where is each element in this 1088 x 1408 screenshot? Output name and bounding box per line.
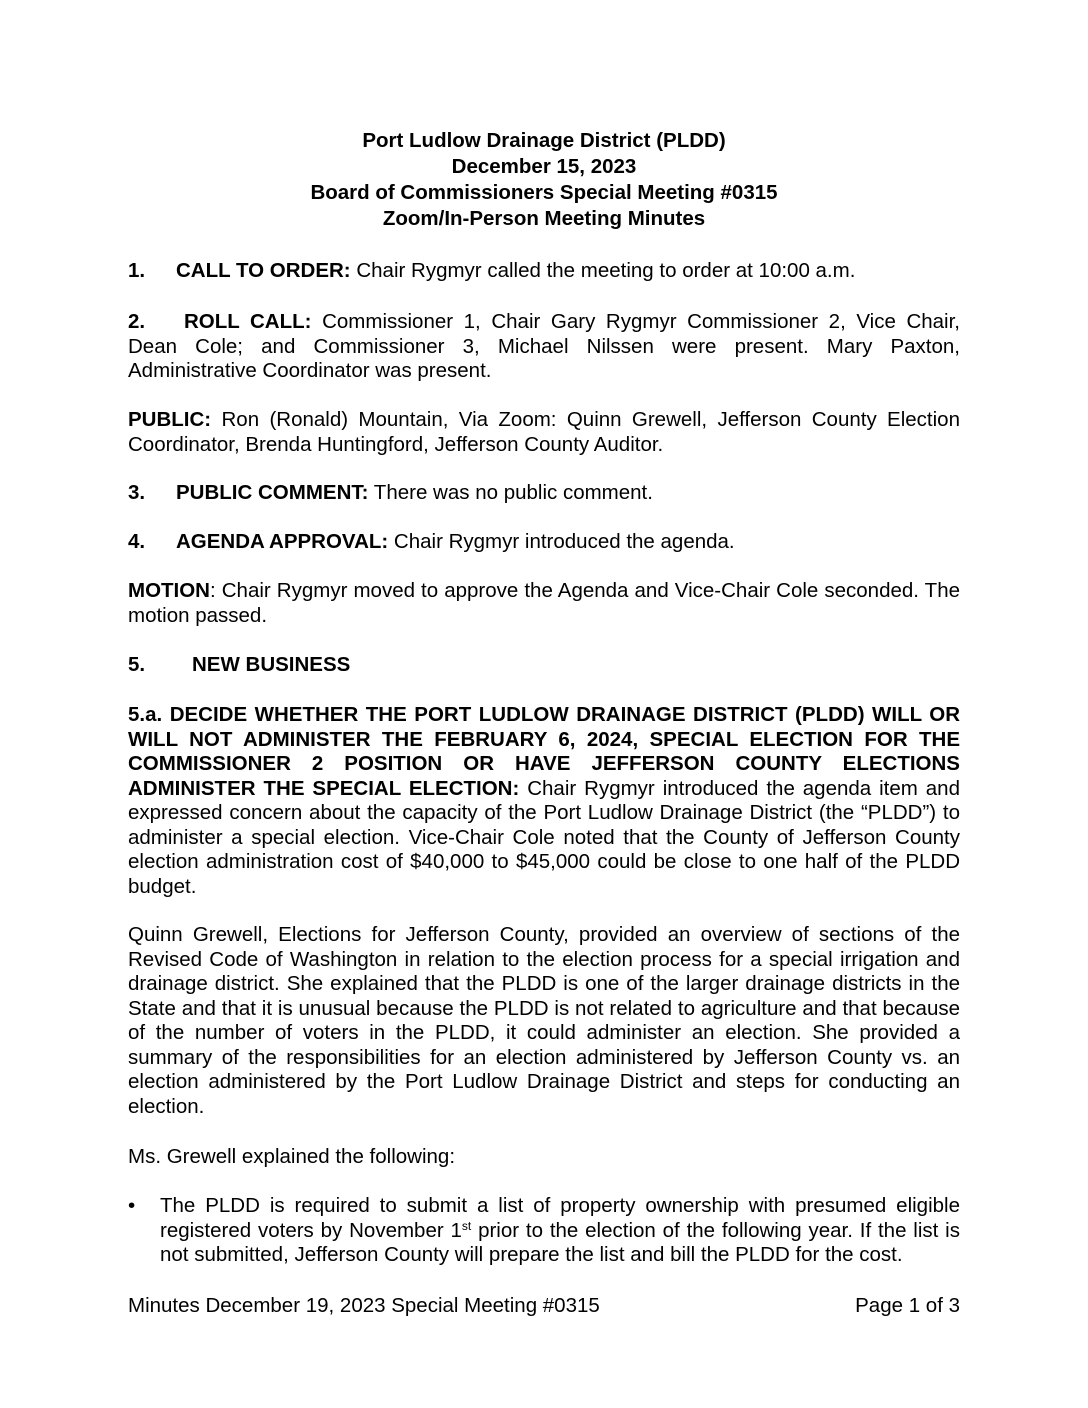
section-number: 3. — [128, 481, 146, 504]
page-footer — [128, 1294, 960, 1319]
section-heading: NEW BUSINESS — [192, 653, 351, 676]
section-heading: ROLL CALL: — [184, 310, 312, 333]
section-public — [128, 408, 960, 457]
section-number: 2. — [128, 310, 146, 333]
section-text: There was no public comment. — [368, 481, 653, 504]
section-new-business — [128, 653, 960, 678]
paragraph-grewell-overview: Quinn Grewell, Elections for Jefferson County, provided an overview of sections of the Revised Code of Washington in relation to the election process for a special irrigation and drainage district. She explained that the PLDD is one of the larger drainage districts in the State and that it is unusual because the PLDD is not related to agriculture and that because of the number of voters in the PLDD, it could administer an election. She provided a summary of the responsibilities for an election administered by Jefferson County vs. an election administered by the Port Ludlow Drainage District and steps for conducting an election. — [128, 923, 960, 1118]
section-heading: CALL TO ORDER: — [176, 259, 351, 282]
section-text: Chair Rygmyr called the meeting to order at 10:00 a.m. — [350, 259, 856, 282]
section-text: : Chair Rygmyr moved to approve the Agenda and Vice-Chair Cole seconded. The motion passed. — [128, 579, 960, 627]
section-heading: PUBLIC: — [128, 408, 212, 431]
header-meeting-title: Board of Commissioners Special Meeting #0315 — [310, 181, 778, 204]
ordinal-superscript: st — [461, 1218, 472, 1233]
section-roll-call — [128, 310, 960, 384]
bullet-text-part: prior to the election of the following year. If the list is not submitted, Jefferson County will prepare the list and bill the PLDD for the cost. — [160, 1218, 960, 1266]
bullet-text-part: The PLDD is required to submit a list of property ownership with presumed eligible registered voters by November 1 — [160, 1194, 960, 1242]
section-text: Chair Rygmyr introduced the agenda. — [388, 530, 735, 553]
header-date: December 15, 2023 — [451, 155, 637, 178]
section-number: 4. — [128, 530, 146, 553]
footer-document-label: Minutes December 19, 2023 Special Meeting #0315 — [128, 1294, 600, 1317]
section-text: Commissioner 1, Chair Gary Rygmyr Commissioner 2, Vice Chair, Dean Cole; and Commissioner 3, Michael Nilssen were present. Mary Paxton, Administrative Coordinator was present. — [128, 310, 961, 382]
section-number: 1. — [128, 259, 146, 282]
section-heading: MOTION — [128, 579, 210, 602]
bullet-icon: • — [128, 1194, 136, 1217]
header-meeting-type: Zoom/In-Person Meeting Minutes — [382, 207, 706, 230]
section-heading: AGENDA APPROVAL: — [176, 530, 389, 553]
section-text: Chair Rygmyr introduced the agenda item and expressed concern about the capacity of the Port Ludlow Drainage District (the “PLDD”) to administer a special election. Vice-Chair Cole noted that the County of Jefferson County election administration cost of $40,000 to $45,000 could be close to one half of the PLDD budget. — [128, 776, 960, 898]
section-call-to-order — [128, 259, 960, 284]
section-motion — [128, 579, 960, 628]
section-item-5a — [128, 703, 960, 899]
header-organization: Port Ludlow Drainage District (PLDD) — [362, 129, 726, 152]
section-public-comment — [128, 481, 960, 506]
document-header — [128, 128, 960, 232]
section-heading: PUBLIC COMMENT: — [176, 481, 369, 504]
section-number: 5. — [128, 653, 146, 676]
section-agenda-approval — [128, 530, 960, 555]
section-heading: 5.a. DECIDE WHETHER THE PORT LUDLOW DRAINAGE DISTRICT (PLDD) WILL OR WILL NOT ADMINISTER THE FEBRUARY 6, 2024, SPECIAL ELECTION FOR THE COMMISSIONER 2 POSITION OR HAVE JEFFERSON COUNTY ELECTIONS ADMINISTER THE SPECIAL ELECTION: — [128, 703, 960, 800]
paragraph-explained-intro: Ms. Grewell explained the following: — [128, 1145, 456, 1168]
section-text: Ron (Ronald) Mountain, Via Zoom: Quinn Grewell, Jefferson County Election Coordinator, Brenda Huntingford, Jefferson County Auditor. — [128, 408, 960, 456]
bullet-text — [160, 1194, 960, 1268]
footer-page-number: Page 1 of 3 — [855, 1294, 960, 1317]
